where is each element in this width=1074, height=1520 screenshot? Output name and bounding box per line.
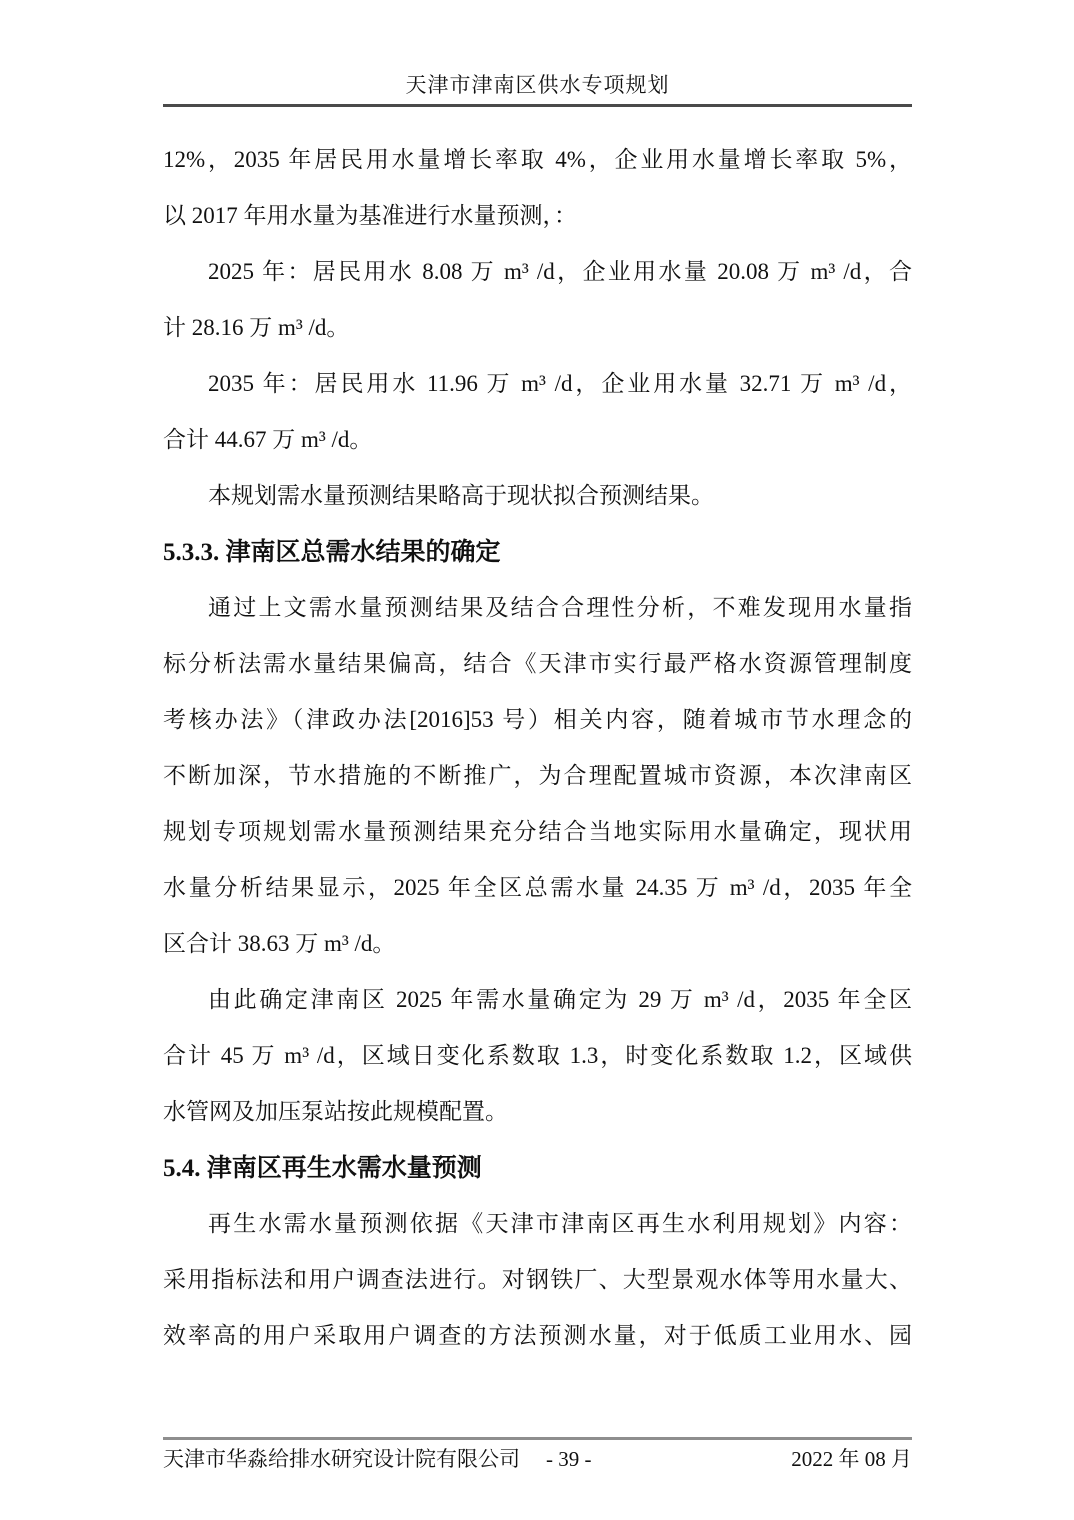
footer-date: 2022 年 08 月 [791, 1447, 912, 1471]
paragraph-line: 再生水需水量预测依据《天津市津南区再生水利用规划》内容： [208, 1211, 912, 1236]
paragraph-line: 合计 45 万 m³ /d，区域日变化系数取 1.3，时变化系数取 1.2，区域供 [163, 1043, 912, 1068]
header-title: 天津市津南区供水专项规划 [405, 73, 670, 97]
paragraph-line: 水管网及加压泵站按此规模配置。 [163, 1099, 508, 1124]
paragraph-line: 采用指标法和用户调查法进行。对钢铁厂、大型景观水体等用水量大、 [163, 1267, 912, 1292]
paragraph-line: 规划专项规划需水量预测结果充分结合当地实际用水量确定，现状用 [163, 819, 912, 844]
section-heading-5-3-3: 5.3.3. 津南区总需水结果的确定 [163, 539, 501, 566]
footer-company: 天津市华淼给排水研究设计院有限公司 [163, 1447, 520, 1471]
paragraph-line: 标分析法需水量结果偏高，结合《天津市实行最严格水资源管理制度 [163, 651, 912, 676]
page-header [163, 0, 912, 107]
paragraph-line: 考核办法》（津政办法[2016]53 号）相关内容，随着城市节水理念的 [163, 707, 912, 732]
paragraph-line: 12%，2035 年居民用水量增长率取 4%，企业用水量增长率取 5%， [163, 147, 912, 172]
page-footer [163, 1437, 912, 1472]
section-heading-5-4: 5.4. 津南区再生水需水量预测 [163, 1155, 482, 1182]
paragraph-line: 由此确定津南区 2025 年需水量确定为 29 万 m³ /d，2035 年全区 [208, 987, 912, 1012]
footer-page-number: - 39 - [546, 1447, 592, 1471]
document-body [163, 145, 912, 1377]
paragraph-line: 计 28.16 万 m³ /d。 [163, 315, 350, 340]
paragraph-line: 本规划需水量预测结果略高于现状拟合预测结果。 [208, 483, 714, 508]
paragraph-line: 2035 年：居民用水 11.96 万 m³ /d，企业用水量 32.71 万 m³ /d， [208, 371, 912, 396]
paragraph-line: 2025 年：居民用水 8.08 万 m³ /d，企业用水量 20.08 万 m³ /d，合 [208, 259, 912, 284]
paragraph-line: 区合计 38.63 万 m³ /d。 [163, 931, 396, 956]
paragraph-line: 通过上文需水量预测结果及结合合理性分析，不难发现用水量指 [208, 595, 912, 620]
header-rule [163, 104, 912, 107]
paragraph-line: 水量分析结果显示，2025 年全区总需水量 24.35 万 m³ /d，2035 年全 [163, 875, 912, 900]
paragraph-line: 以 2017 年用水量为基准进行水量预测，： [163, 203, 577, 228]
paragraph-line: 不断加深，节水措施的不断推广，为合理配置城市资源，本次津南区 [163, 763, 912, 788]
paragraph-line: 合计 44.67 万 m³ /d。 [163, 427, 373, 452]
paragraph-line: 效率高的用户采取用户调查的方法预测水量，对于低质工业用水、园 [163, 1323, 912, 1348]
